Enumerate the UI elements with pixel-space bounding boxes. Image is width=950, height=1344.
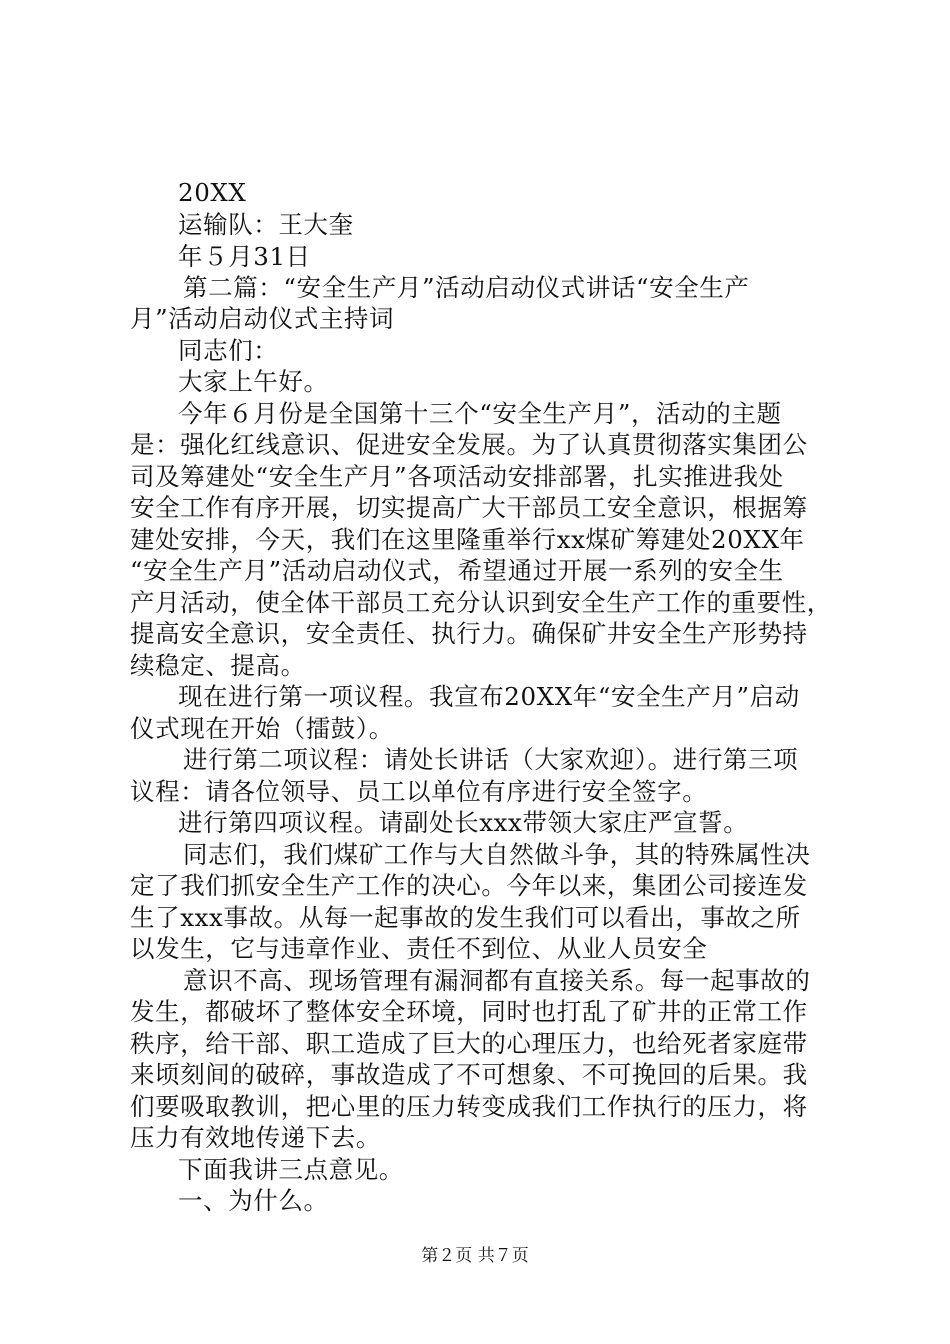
text-line: 进行第二项议程：请处长讲话（大家欢迎）。进行第三项 — [183, 745, 799, 774]
text-line: 发生，都破坏了整体安全环境，同时也打乱了矿井的正常工作 — [130, 997, 808, 1026]
text-line: 年５月31日 — [178, 242, 311, 271]
text-line: 同志们： — [178, 336, 279, 365]
text-line: 20XX — [178, 178, 247, 207]
text-line: 司及筹建处“安全生产月”各项活动安排部署，扎实推进我处 — [130, 462, 784, 491]
text-line: 以发生，它与违章作业、责任不到位、从业人员安全 — [130, 934, 708, 963]
text-line: “安全生产月”活动启动仪式，希望通过开展一系列的安全生 — [130, 556, 784, 585]
text-line: 同志们，我们煤矿工作与大自然做斗争，其的特殊属性决 — [183, 840, 811, 869]
text-line: 续稳定、提高。 — [130, 651, 306, 680]
text-line: 秩序，给干部、职工造成了巨大的心理压力，也给死者家庭带 — [130, 1029, 808, 1058]
text-line: 大家上午好。 — [178, 367, 329, 396]
section-heading-continued: 月”活动启动仪式主持词 — [130, 304, 395, 333]
page-number-footer: 第２页 共７页 — [421, 1246, 529, 1266]
text-line: 今年６月份是全国第十三个“安全生产月”，活动的主题 — [178, 399, 782, 428]
text-line: 是：强化红线意识、促进安全发展。为了认真贯彻落实集团公 — [130, 430, 808, 459]
text-line: 生了xxx事故。从每一起事故的发生我们可以看出，事故之所 — [130, 903, 801, 932]
section-heading: 第二篇：“安全生产月”活动启动仪式讲话“安全生产 — [183, 273, 750, 302]
text-line: 来顷刻间的破碎，事故造成了不可想象、不可挽回的后果。我 — [130, 1060, 808, 1089]
text-line: 仪式现在开始（擂鼓）。 — [130, 714, 394, 743]
text-line: 定了我们抓安全生产工作的决心。今年以来，集团公司接连发 — [130, 871, 808, 900]
text-line: 议程：请各位领导、员工以单位有序进行安全签字。 — [130, 777, 708, 806]
text-line: 建处安排，今天，我们在这里隆重举行xx煤矿筹建处20XX年 — [130, 525, 805, 554]
text-line: 运输队：王大奎 — [178, 210, 354, 239]
text-line: 安全工作有序开展，切实提高广大干部员工安全意识，根据筹 — [130, 493, 808, 522]
text-line: 下面我讲三点意见。 — [178, 1155, 404, 1184]
text-line: 提高安全意识，安全责任、执行力。确保矿井安全生产形势持 — [130, 619, 808, 648]
text-line: 现在进行第一项议程。我宣布20XX年“安全生产月”启动 — [178, 682, 800, 711]
text-line: 压力有效地传递下去。 — [130, 1123, 381, 1152]
text-line: 一、为什么。 — [178, 1186, 329, 1215]
text-line: 产月活动，使全体干部员工充分认识到安全生产工作的重要性， — [130, 588, 832, 617]
text-line: 们要吸取教训，把心里的压力转变成我们工作执行的压力，将 — [130, 1092, 808, 1121]
text-line: 意识不高、现场管理有漏洞都有直接关系。每一起事故的 — [183, 966, 811, 995]
text-line: 进行第四项议程。请副处长xxx带领大家庄严宣誓。 — [178, 808, 749, 837]
